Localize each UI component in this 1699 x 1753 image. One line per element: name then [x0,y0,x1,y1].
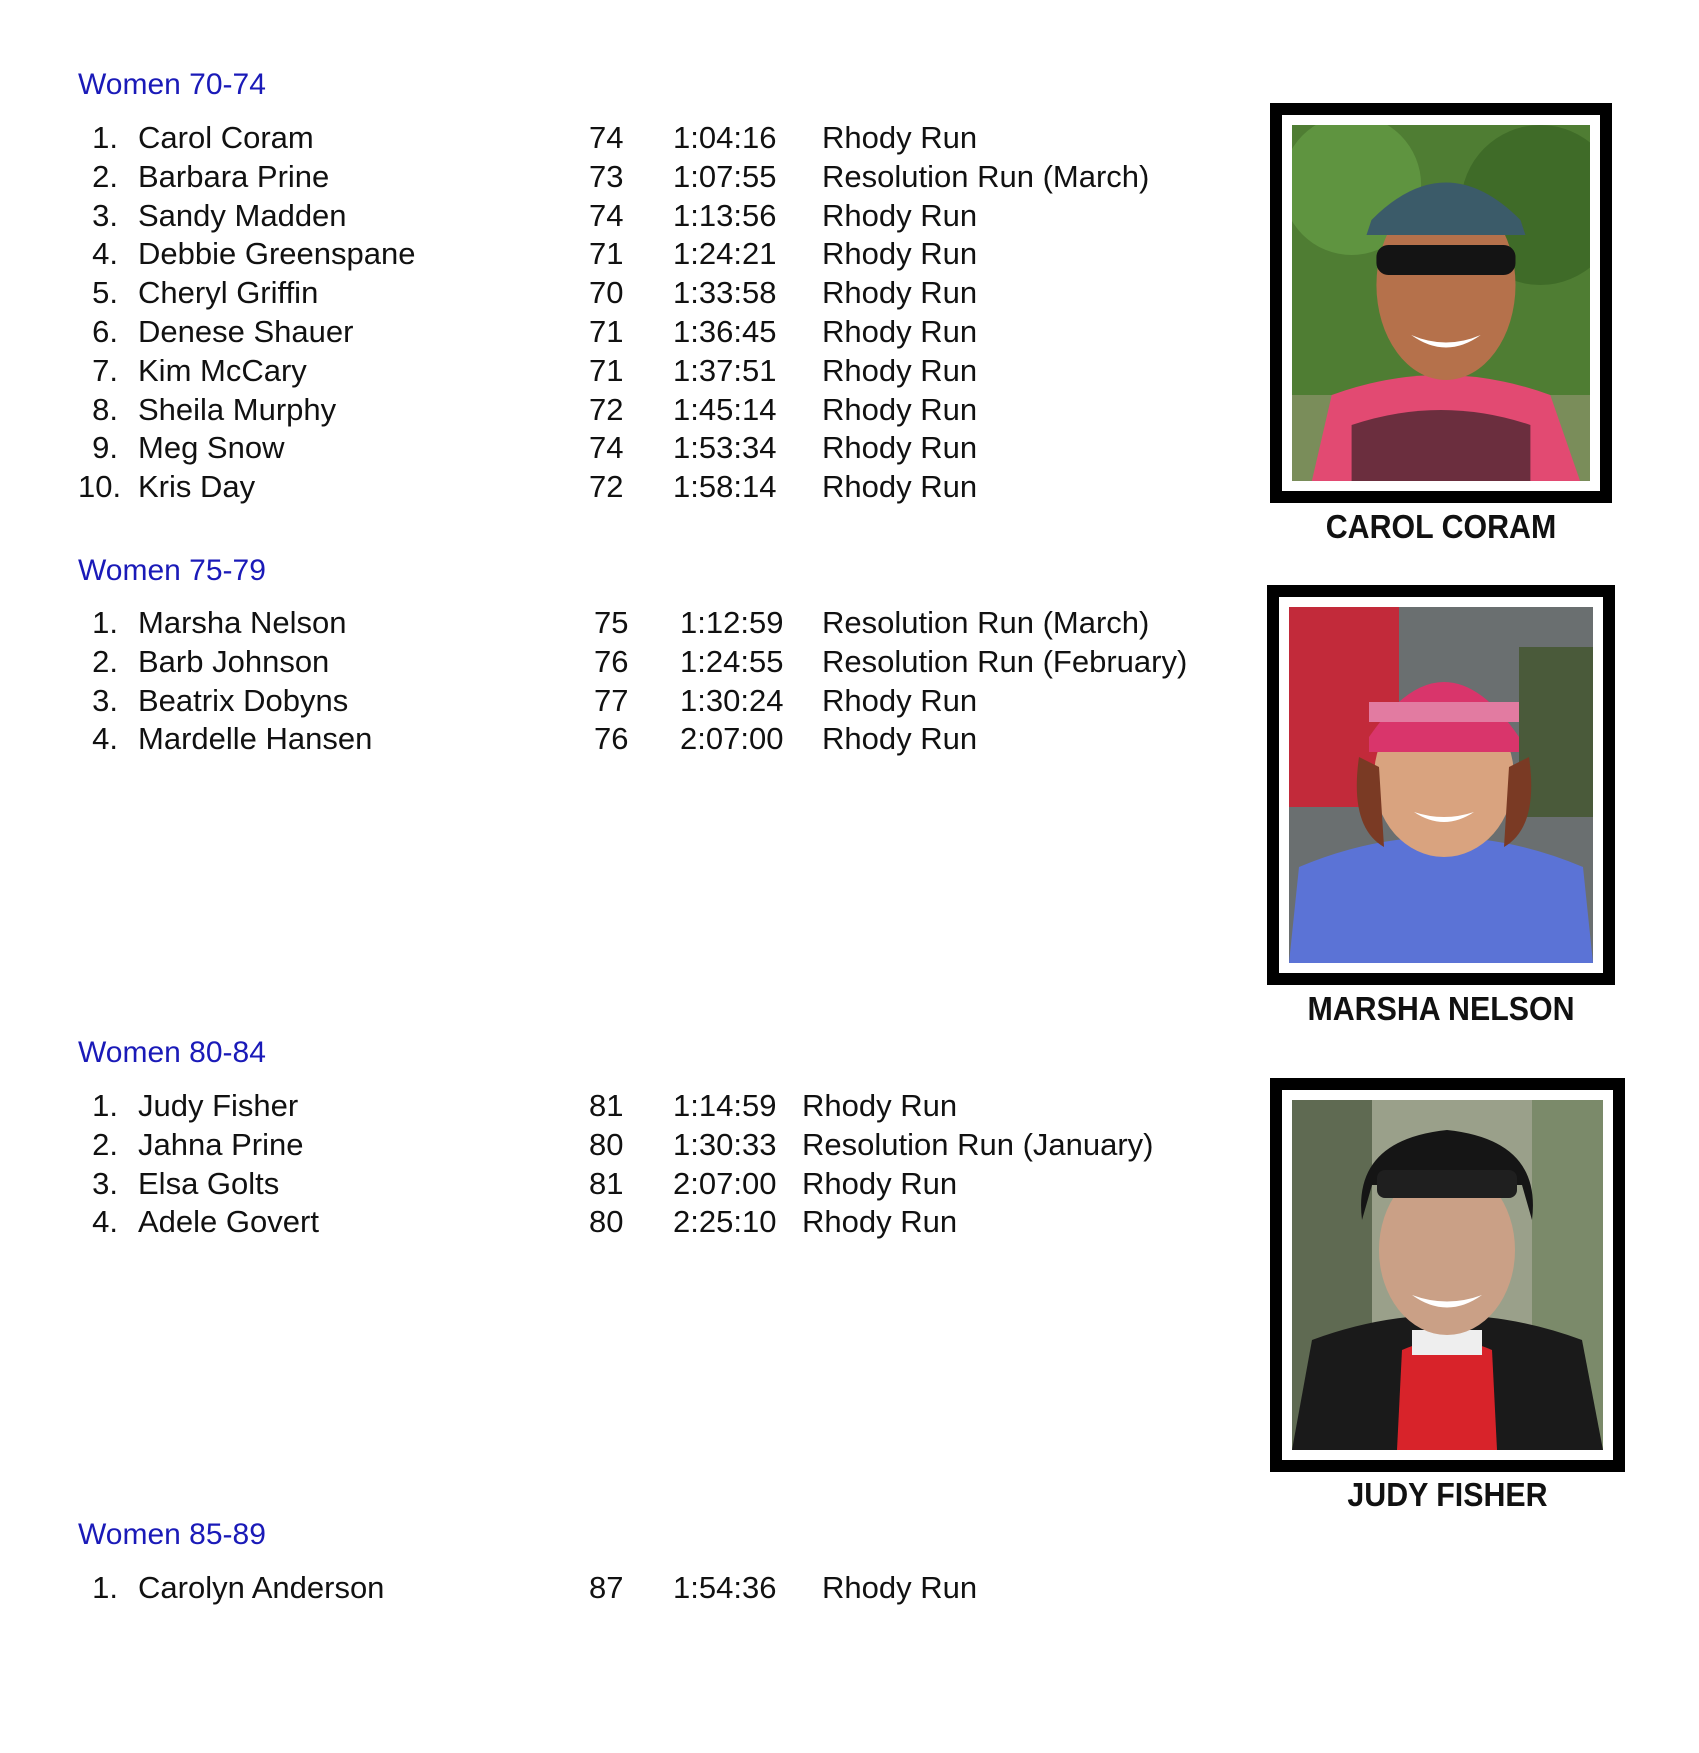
place-number: 1. [92,605,118,640]
place-number: 2. [92,643,118,679]
runner-name: Kim McCary [138,352,307,388]
runner-name: Sandy Madden [138,197,347,233]
race-name: Rhody Run [822,314,978,349]
runner-age: 75 [594,605,629,640]
runner-name: Elsa Golts [138,1165,280,1201]
finish-time: 1:13:56 [673,197,777,233]
runner-age: 74 [589,430,624,466]
portrait-photo [1292,1100,1603,1450]
place-number: 10. [78,469,122,505]
photo-frame-carol-coram [1270,103,1612,503]
runner-age: 81 [589,1165,624,1201]
runner-name: Judy Fisher [138,1088,299,1123]
runner-age: 76 [594,643,629,679]
race-name: Resolution Run (March) [822,605,1150,640]
place-number: 3. [92,197,118,233]
runner-name: Jahna Prine [138,1126,304,1162]
race-name: Rhody Run [822,1570,978,1605]
runner-age: 72 [589,469,624,505]
runner-name: Barbara Prine [138,158,330,194]
section-heading-85-89: Women 85-89 [78,1518,266,1551]
place-number: 2. [92,158,118,194]
race-name: Rhody Run [822,430,978,466]
finish-time: 1:53:34 [673,430,777,466]
finish-time: 1:54:36 [673,1570,777,1605]
race-name: Rhody Run [822,275,978,311]
place-number: 4. [92,236,118,272]
photo-caption: JUDY FISHER [1347,1476,1548,1513]
runner-name: Kris Day [138,469,256,505]
runner-name: Debbie Greenspane [138,236,416,272]
finish-time: 1:58:14 [673,469,777,505]
runner-age: 71 [589,352,624,388]
finish-time: 2:25:10 [673,1204,777,1240]
place-number: 2. [92,1126,118,1162]
portrait-photo [1292,125,1590,481]
runner-name: Meg Snow [138,430,285,466]
race-name: Rhody Run [822,721,978,757]
finish-time: 1:24:55 [680,643,784,679]
race-name: Rhody Run [822,197,978,233]
portrait-photo [1289,607,1593,963]
runner-age: 72 [589,391,624,427]
finish-time: 1:45:14 [673,391,777,427]
finish-time: 1:36:45 [673,314,777,349]
finish-time: 1:30:24 [680,682,784,718]
runner-age: 71 [589,236,624,272]
place-number: 1. [92,1088,118,1123]
place-number: 1. [92,1570,118,1605]
runner-name: Cheryl Griffin [138,275,319,311]
photo-caption: MARSHA NELSON [1307,990,1575,1027]
place-number: 3. [92,1165,118,1201]
runner-age: 87 [589,1570,624,1605]
runner-name: Sheila Murphy [138,391,337,427]
runner-name: Mardelle Hansen [138,721,373,757]
runner-age: 74 [589,120,624,155]
race-name: Rhody Run [822,120,978,155]
finish-time: 1:14:59 [673,1088,777,1123]
race-name: Rhody Run [822,469,978,505]
place-number: 7. [92,352,118,388]
runner-age: 70 [589,275,624,311]
section-heading-70-74: Women 70-74 [78,68,266,101]
race-name: Resolution Run (January) [802,1126,1154,1162]
finish-time: 1:24:21 [673,236,777,272]
place-number: 9. [92,430,118,466]
place-number: 4. [92,721,118,757]
runner-age: 80 [589,1126,624,1162]
finish-time: 1:33:58 [673,275,777,311]
runner-age: 73 [589,158,624,194]
section-heading-80-84: Women 80-84 [78,1036,266,1069]
race-name: Rhody Run [802,1204,958,1240]
place-number: 8. [92,391,118,427]
photo-caption: CAROL CORAM [1325,508,1557,545]
finish-time: 2:07:00 [673,1165,777,1201]
race-name: Resolution Run (February) [822,643,1188,679]
runner-name: Barb Johnson [138,643,330,679]
place-number: 6. [92,314,118,349]
section-heading-75-79: Women 75-79 [78,554,266,587]
photo-frame-marsha-nelson [1267,585,1615,985]
race-name: Rhody Run [822,352,978,388]
runner-name: Carol Coram [138,120,314,155]
runner-age: 76 [594,721,629,757]
runner-age: 81 [589,1088,624,1123]
finish-time: 1:37:51 [673,352,777,388]
runner-name: Denese Shauer [138,314,354,349]
place-number: 1. [92,120,118,155]
finish-time: 1:07:55 [673,158,777,194]
runner-age: 80 [589,1204,624,1240]
race-name: Rhody Run [802,1165,958,1201]
place-number: 3. [92,682,118,718]
race-name: Rhody Run [802,1088,958,1123]
runner-age: 77 [594,682,629,718]
finish-time: 1:04:16 [673,120,777,155]
photo-frame-judy-fisher [1270,1078,1625,1472]
finish-time: 1:30:33 [673,1126,777,1162]
runner-age: 74 [589,197,624,233]
place-number: 5. [92,275,118,311]
finish-time: 2:07:00 [680,721,784,757]
finish-time: 1:12:59 [680,605,784,640]
race-name: Resolution Run (March) [822,158,1150,194]
race-name: Rhody Run [822,236,978,272]
runner-name: Marsha Nelson [138,605,347,640]
race-name: Rhody Run [822,682,978,718]
runner-age: 71 [589,314,624,349]
place-number: 4. [92,1204,118,1240]
runner-name: Beatrix Dobyns [138,682,349,718]
runner-name: Carolyn Anderson [138,1570,385,1605]
race-name: Rhody Run [822,391,978,427]
runner-name: Adele Govert [138,1204,319,1240]
